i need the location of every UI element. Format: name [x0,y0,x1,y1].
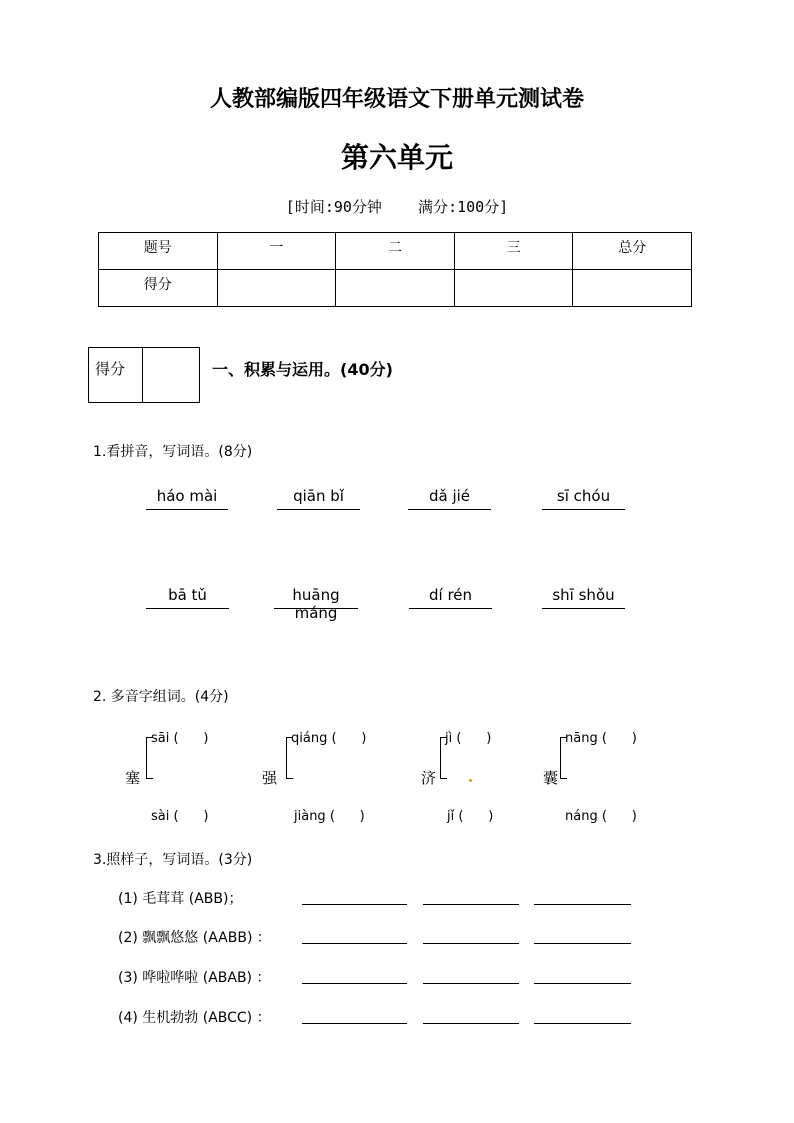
polyphone-bottom-reading: jiàng ( ) [294,809,365,824]
pattern-item-label: (1) 毛茸茸 (ABB)； [118,891,243,907]
polyphone-char: 塞 [125,769,141,787]
score-row-label: 得分 [99,270,218,307]
section-grade-box [88,347,200,403]
polyphone-char: 囊 [543,769,559,787]
section-heading: 一、积累与运用。(40分) [212,360,393,379]
score-table-header-row [99,233,692,270]
answer-line[interactable] [534,903,631,905]
pinyin-item[interactable]: bā tǔ [146,586,229,609]
pinyin-item[interactable]: huāng máng [274,586,358,609]
brace-bracket [440,737,447,779]
answer-line[interactable] [534,942,631,944]
score-cell[interactable] [336,270,455,307]
polyphone-top-reading: nāng ( ) [565,731,637,746]
score-header-cell: 二 [336,233,455,270]
polyphone-top-reading: sāi ( ) [151,731,209,746]
score-header-cell: 三 [454,233,573,270]
polyphone-bottom-reading: sài ( ) [151,809,209,824]
score-table [98,232,692,307]
pinyin-item[interactable]: háo mài [146,487,228,510]
grade-label: 得分 [89,348,143,402]
ink-dot [469,779,472,782]
answer-line[interactable] [302,982,407,984]
pinyin-item[interactable]: dí rén [409,586,492,609]
pattern-item-label: (4) 生机勃勃 (ABCC) ： [118,1010,271,1026]
score-cell[interactable] [217,270,336,307]
polyphone-top-reading: qiáng ( ) [291,731,367,746]
answer-line[interactable] [423,942,519,944]
pinyin-item[interactable]: shī shǒu [542,586,625,609]
polyphone-char: 济 [421,769,437,787]
brace-bracket [286,737,293,779]
answer-line[interactable] [302,942,407,944]
q2-prompt: 2. 多音字组词。(4分) [93,689,229,705]
answer-line[interactable] [534,982,631,984]
score-cell[interactable] [454,270,573,307]
score-header-cell: 总分 [573,233,692,270]
pinyin-item[interactable]: qiān bǐ [277,487,360,510]
score-cell[interactable] [573,270,692,307]
answer-line[interactable] [423,1022,519,1024]
brace-bracket [146,737,153,779]
score-header-cell: 题号 [99,233,218,270]
score-header-cell: 一 [217,233,336,270]
q1-prompt: 1.看拼音，写词语。(8分) [93,444,253,460]
time-score-info: [时间:90分钟 满分:100分] [285,198,509,216]
polyphone-top-reading: jì ( ) [445,731,492,746]
answer-line[interactable] [534,1022,631,1024]
pinyin-item[interactable]: dǎ jié [408,487,491,510]
answer-line[interactable] [423,982,519,984]
score-table-row [99,270,692,307]
brace-bracket [560,737,567,779]
unit-title: 第六单元 [340,141,453,174]
answer-line[interactable] [423,903,519,905]
pattern-item-label: (3) 哗啦哗啦 (ABAB) ： [118,970,271,986]
answer-line[interactable] [302,903,407,905]
polyphone-char: 强 [262,769,278,787]
polyphone-bottom-reading: náng ( ) [565,809,637,824]
q3-prompt: 3.照样子，写词语。(3分) [93,852,253,868]
polyphone-bottom-reading: jǐ ( ) [447,809,494,824]
pinyin-item[interactable]: sī chóu [542,487,625,510]
paper-title: 人教部编版四年级语文下册单元测试卷 [209,86,584,112]
pattern-item-label: (2) 飘飘悠悠 (AABB) ： [118,930,271,946]
answer-line[interactable] [302,1022,407,1024]
